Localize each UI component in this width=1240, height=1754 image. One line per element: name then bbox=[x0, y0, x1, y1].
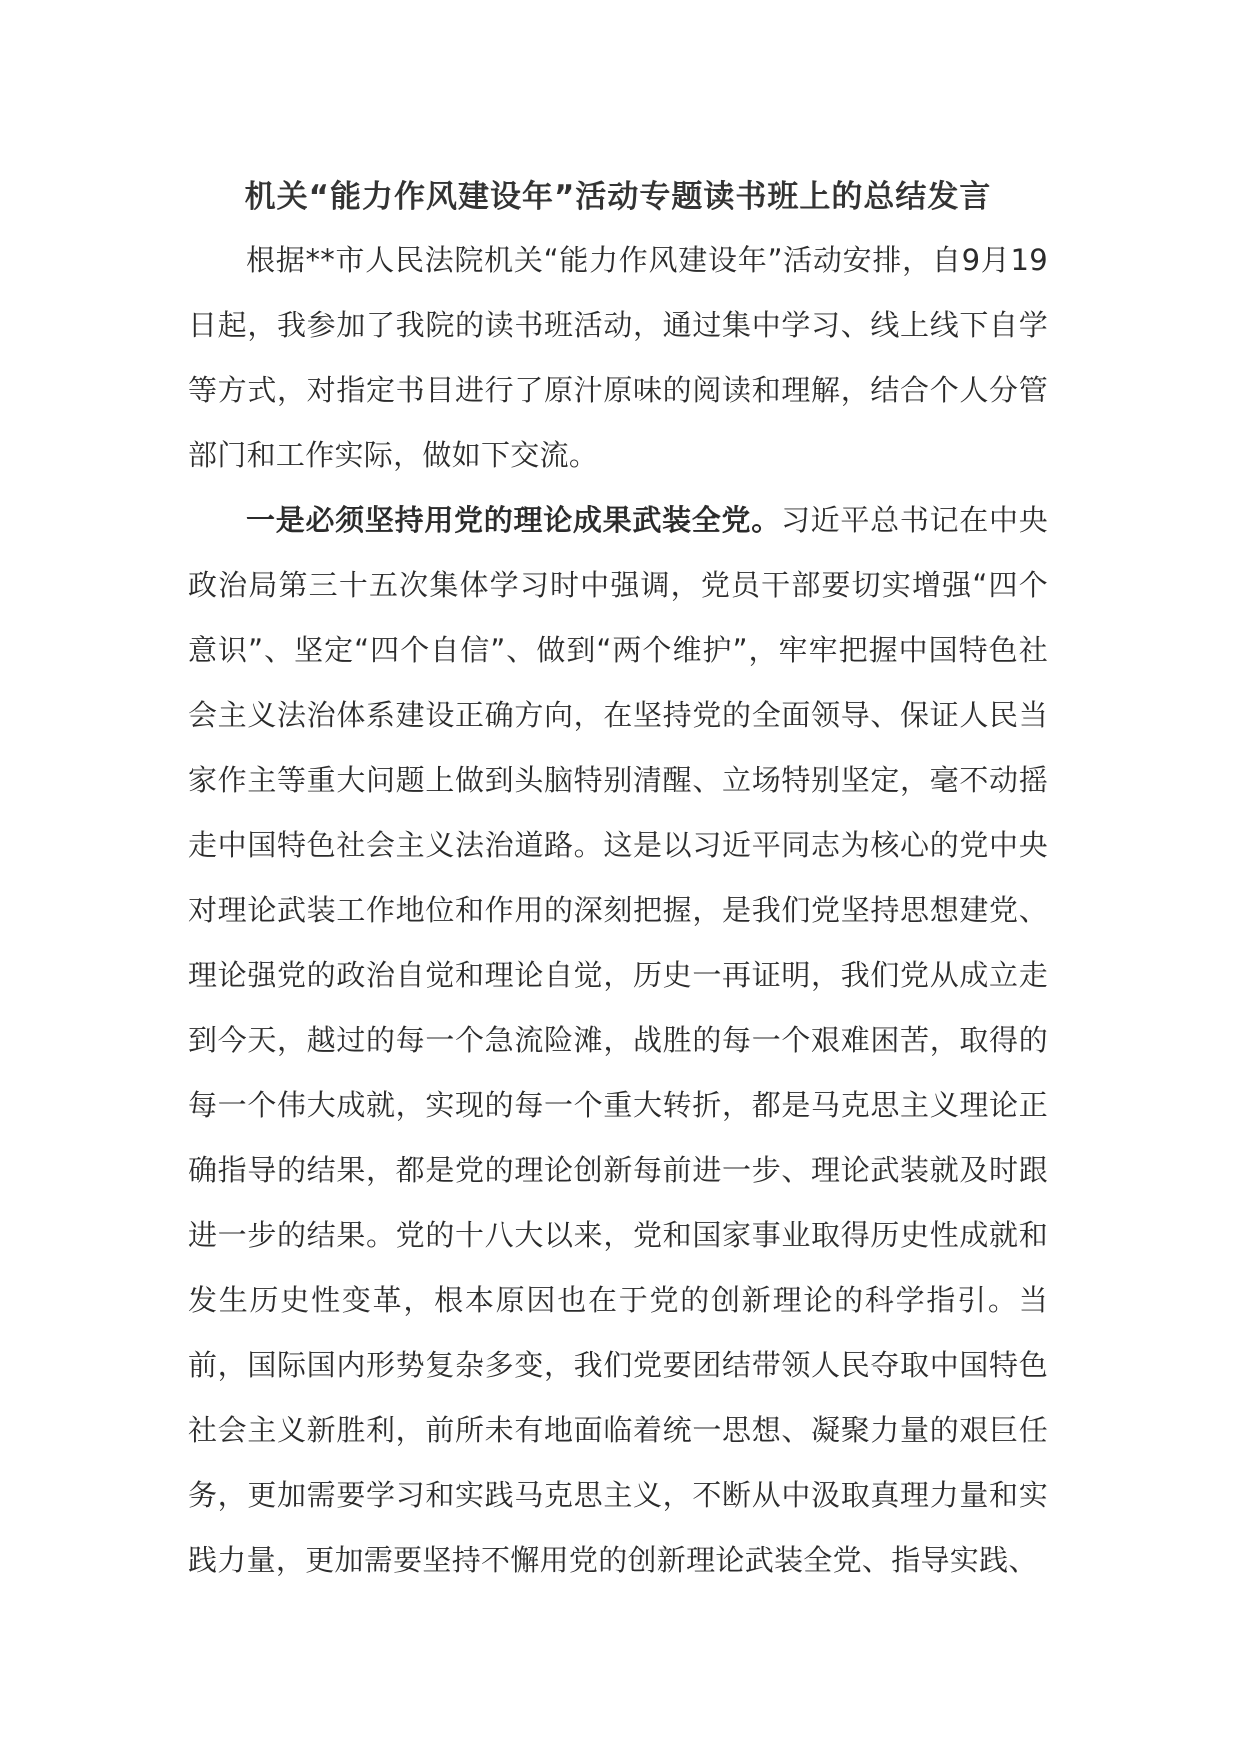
point-one-lead: 一是必须坚持用党的理论成果武装全党。 bbox=[246, 503, 781, 537]
point-one-text: 习近平总书记在中央政治局第三十五次集体学习时中强调，党员干部要切实增强“四个意识”、坚定“四个自信”、做到“两个维护”，牢牢把握中国特色社会主义法治体系建设正确方向，在坚持党的全面领导、保证人民当家作主等重大问题上做到头脑特别清醒、立场特别坚定，毫不动摇走中国特色社会主义法治道路。这是以习近平同志为核心的党中央对理论武装工作地位和作用的深刻把握，是我们党坚持思想建党、理论强党的政治自觉和理论自觉，历史一再证明，我们党从成立走到今天，越过的每一个急流险滩，战胜的每一个艰难困苦，取得的每一个伟大成就，实现的每一个重大转折，都是马克思主义理论正确指导的结果，都是党的理论创新每前进一步、理论武装就及时跟进一步的结果。党的十八大以来，党和国家事业取得历史性成就和发生历史性变革，根本原因也在于党的创新理论的科学指引。当前，国际国内形势复杂多变，我们党要团结带领人民夺取中国特色社会主义新胜利，前所未有地面临着统一思想、凝聚力量的艰巨任务，更加需要学习和实践马克思主义，不断从中汲取真理力量和实践力量，更加需要坚持不懈用党的创新理论武装全党、指导实践、 bbox=[188, 503, 1049, 1577]
document-page bbox=[188, 166, 1048, 1593]
point-one-paragraph bbox=[188, 488, 1048, 1593]
document-title: 机关“能力作风建设年”活动专题读书班上的总结发言 bbox=[244, 179, 992, 215]
intro-paragraph bbox=[188, 228, 1048, 488]
intro-paragraph-text: 根据**市人民法院机关“能力作风建设年”活动安排，自9月19日起，我参加了我院的读书班活动，通过集中学习、线上线下自学等方式，对指定书目进行了原汁原味的阅读和理解，结合个人分管部门和工作实际，做如下交流。 bbox=[188, 243, 1048, 472]
